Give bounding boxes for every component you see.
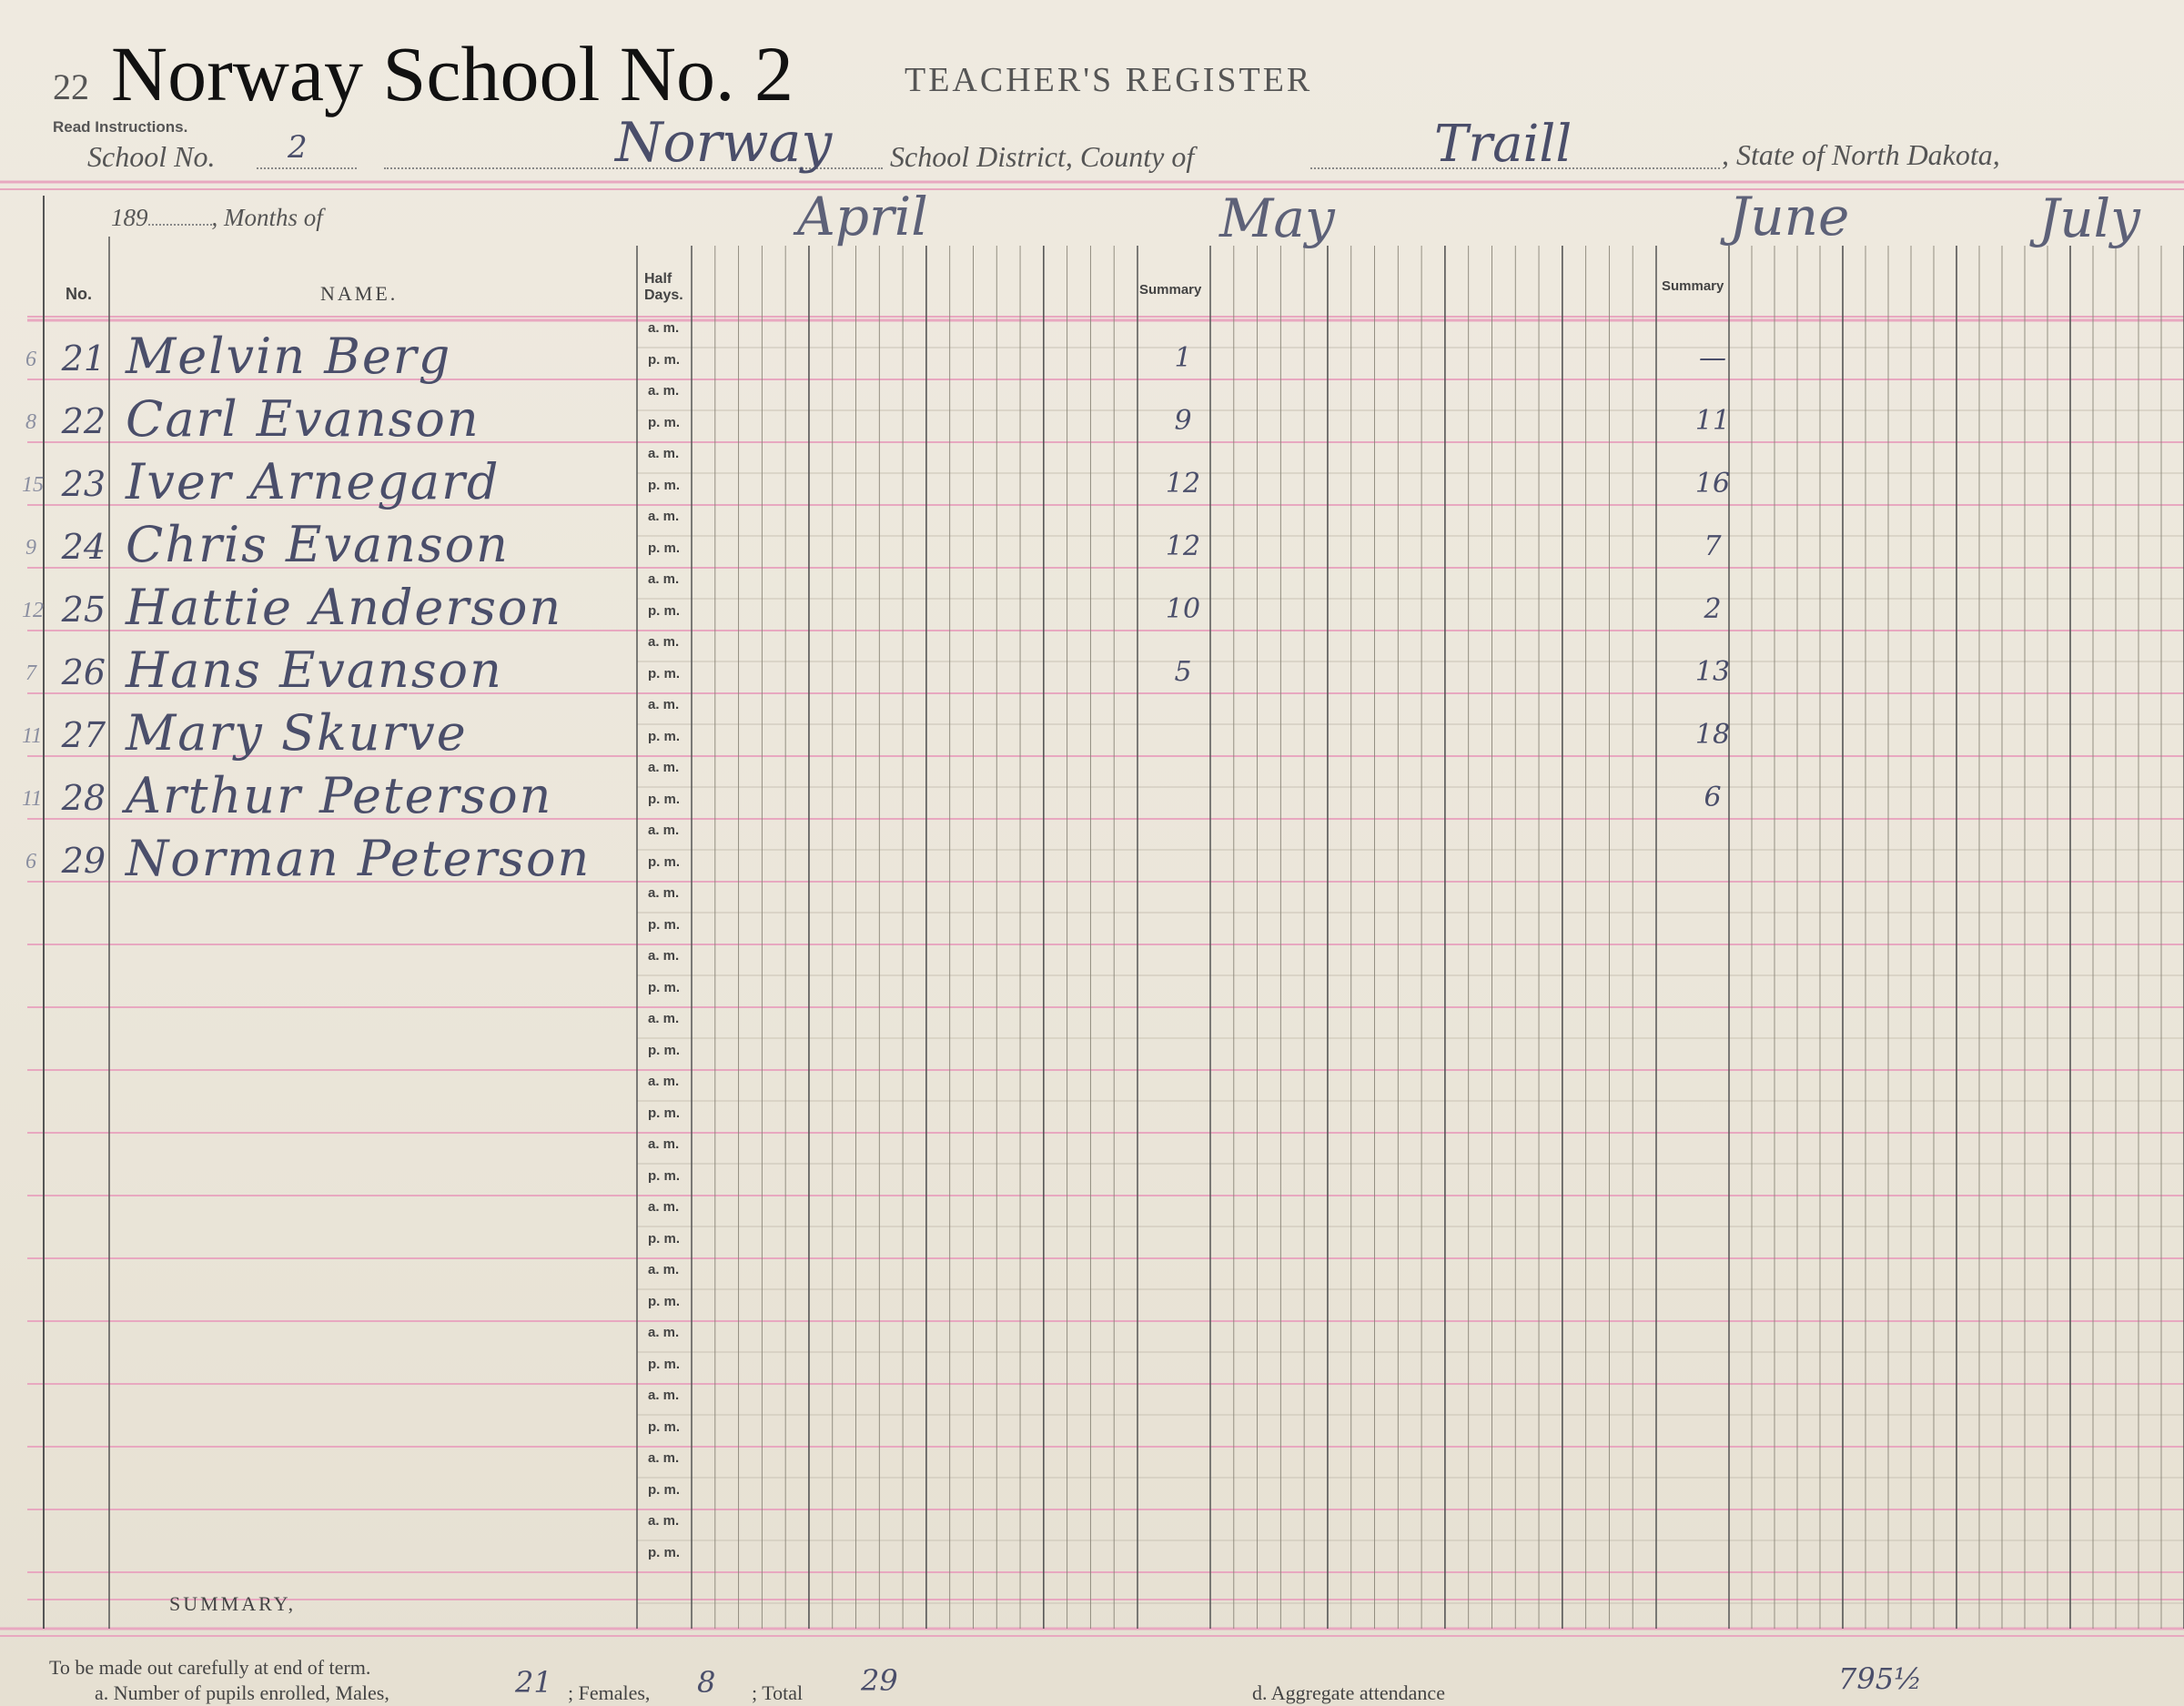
row-margin-number: 8 xyxy=(25,410,36,434)
overlay-title: Norway School No. 2 xyxy=(111,30,794,117)
register-title: TEACHER'S REGISTER xyxy=(905,61,1313,99)
pupil-number: 27 xyxy=(61,715,106,755)
read-instructions: Read Instructions. xyxy=(53,118,188,136)
pupil-number: 24 xyxy=(61,527,106,567)
half-day-pm-label: p. m. xyxy=(648,917,681,933)
half-day-am-label: a. m. xyxy=(648,1011,680,1026)
half-day-pm-label: p. m. xyxy=(648,666,681,681)
footer-aggregate-attendance: 795½ xyxy=(1838,1661,1923,1696)
half-day-am-label: a. m. xyxy=(648,1325,680,1340)
pupil-number: 26 xyxy=(61,652,106,692)
school-no-label: School No. xyxy=(87,140,216,173)
summary-may-value: 2 xyxy=(1704,593,1722,625)
row-margin-number: 7 xyxy=(25,661,36,685)
state-label: , State of North Dakota, xyxy=(1722,138,2000,171)
summary-may-value: 16 xyxy=(1694,468,1731,500)
half-day-pm-label: p. m. xyxy=(648,729,681,744)
pupil-name: Melvin Berg xyxy=(126,328,452,385)
summary-april-value: 10 xyxy=(1165,593,1201,625)
county-value: Traill xyxy=(1434,115,1572,174)
row-margin-number: 9 xyxy=(25,536,36,560)
summary-may-value: 18 xyxy=(1694,719,1731,751)
half-day-am-label: a. m. xyxy=(648,509,680,524)
month-april: April xyxy=(797,186,928,247)
row-margin-number: 11 xyxy=(22,724,43,748)
months-of-label: , Months of xyxy=(211,204,323,231)
summary-may-value: 11 xyxy=(1694,405,1731,437)
half-day-am-label: a. m. xyxy=(648,320,680,336)
column-name-header: NAME. xyxy=(320,282,399,305)
half-day-pm-label: p. m. xyxy=(648,1545,681,1560)
footer xyxy=(0,1638,2184,1706)
summary-may-value: — xyxy=(1699,342,1726,374)
half-day-am-label: a. m. xyxy=(648,1199,680,1215)
pupil-name: Hattie Anderson xyxy=(126,579,563,636)
half-day-am-label: a. m. xyxy=(648,697,680,712)
row-margin-number: 6 xyxy=(25,850,36,873)
half-days-text: Half Days. xyxy=(644,271,683,303)
pupil-number: 28 xyxy=(61,778,106,818)
footer-line-d: d. Aggregate attendance xyxy=(1252,1681,1445,1704)
half-day-am-label: a. m. xyxy=(648,446,680,461)
half-day-pm-label: p. m. xyxy=(648,1419,681,1435)
pupil-number: 23 xyxy=(61,464,106,504)
column-no-header: No. xyxy=(66,285,92,303)
district-label: School District, County of xyxy=(890,140,1195,173)
half-day-am-label: a. m. xyxy=(648,571,680,587)
pupil-name: Iver Arnegard xyxy=(126,453,500,510)
pupil-number: 21 xyxy=(61,338,106,379)
half-day-am-label: a. m. xyxy=(648,1074,680,1089)
pupil-name: Carl Evanson xyxy=(126,390,480,448)
row-margin-number: 11 xyxy=(22,787,43,811)
row-margin-number: 15 xyxy=(22,473,44,497)
half-day-pm-label: p. m. xyxy=(648,792,681,807)
pupil-number: 25 xyxy=(61,590,106,630)
months-label xyxy=(111,204,323,232)
summary-april-value: 1 xyxy=(1174,342,1192,374)
column-half-days-header xyxy=(644,271,686,304)
pupil-number: 29 xyxy=(61,841,106,881)
half-day-pm-label: p. m. xyxy=(648,1168,681,1184)
pupil-number: 22 xyxy=(61,401,106,441)
month-june: June xyxy=(1729,186,1850,247)
half-day-am-label: a. m. xyxy=(648,383,680,399)
footer-total-label: ; Total xyxy=(752,1681,804,1704)
row-margin-number: 6 xyxy=(25,348,36,371)
page-number: 22 xyxy=(53,66,89,107)
month-july: July xyxy=(2038,187,2140,249)
row-margin-number: 12 xyxy=(22,599,44,622)
half-day-pm-label: p. m. xyxy=(648,1357,681,1372)
half-day-pm-label: p. m. xyxy=(648,603,681,619)
half-day-pm-label: p. m. xyxy=(648,540,681,556)
half-day-am-label: a. m. xyxy=(648,634,680,650)
summary-april-value: 12 xyxy=(1165,468,1201,500)
half-day-pm-label: p. m. xyxy=(648,415,681,430)
half-day-am-label: a. m. xyxy=(648,1262,680,1277)
half-day-pm-label: p. m. xyxy=(648,980,681,995)
half-day-pm-label: p. m. xyxy=(648,1043,681,1058)
year-label: 189 xyxy=(111,204,148,231)
half-day-pm-label: p. m. xyxy=(648,478,681,493)
footer-instruction: To be made out carefully at end of term. xyxy=(49,1656,371,1679)
pupil-name: Norman Peterson xyxy=(126,830,592,887)
footer-females-label: ; Females, xyxy=(568,1681,651,1704)
footer-total: 29 xyxy=(861,1663,898,1698)
half-day-pm-label: p. m. xyxy=(648,352,681,368)
year-dots xyxy=(148,224,212,226)
summary-april-value: 9 xyxy=(1174,405,1192,437)
half-day-pm-label: p. m. xyxy=(648,1105,681,1121)
half-day-am-label: a. m. xyxy=(648,948,680,964)
half-day-pm-label: p. m. xyxy=(648,1294,681,1309)
half-day-am-label: a. m. xyxy=(648,885,680,901)
summary-header-may: Summary xyxy=(1662,278,1724,294)
month-may: May xyxy=(1219,187,1335,249)
half-day-pm-label: p. m. xyxy=(648,1231,681,1247)
pupil-name: Mary Skurve xyxy=(126,704,468,762)
half-day-am-label: a. m. xyxy=(648,1450,680,1466)
summary-header-april: Summary xyxy=(1139,282,1202,298)
pupil-name: Hans Evanson xyxy=(126,641,503,699)
summary-may-value: 6 xyxy=(1704,782,1722,813)
half-day-pm-label: p. m. xyxy=(648,854,681,870)
summary-april-value: 12 xyxy=(1165,530,1201,562)
district-value: Norway xyxy=(615,111,833,175)
footer-females: 8 xyxy=(697,1665,716,1700)
pupil-name: Chris Evanson xyxy=(126,516,510,573)
school-no-value: 2 xyxy=(288,129,308,166)
summary-may-value: 7 xyxy=(1704,530,1722,562)
footer-males: 21 xyxy=(515,1665,552,1700)
half-day-am-label: a. m. xyxy=(648,760,680,775)
half-day-pm-label: p. m. xyxy=(648,1482,681,1498)
pupil-name: Arthur Peterson xyxy=(126,767,553,824)
summary-label: SUMMARY, xyxy=(169,1592,297,1615)
half-day-am-label: a. m. xyxy=(648,823,680,838)
summary-april-value: 5 xyxy=(1174,656,1192,688)
half-day-am-label: a. m. xyxy=(648,1136,680,1152)
half-day-am-label: a. m. xyxy=(648,1513,680,1529)
footer-line-a: a. Number of pupils enrolled, Males, xyxy=(95,1681,389,1704)
half-day-am-label: a. m. xyxy=(648,1388,680,1403)
summary-may-value: 13 xyxy=(1694,656,1731,688)
